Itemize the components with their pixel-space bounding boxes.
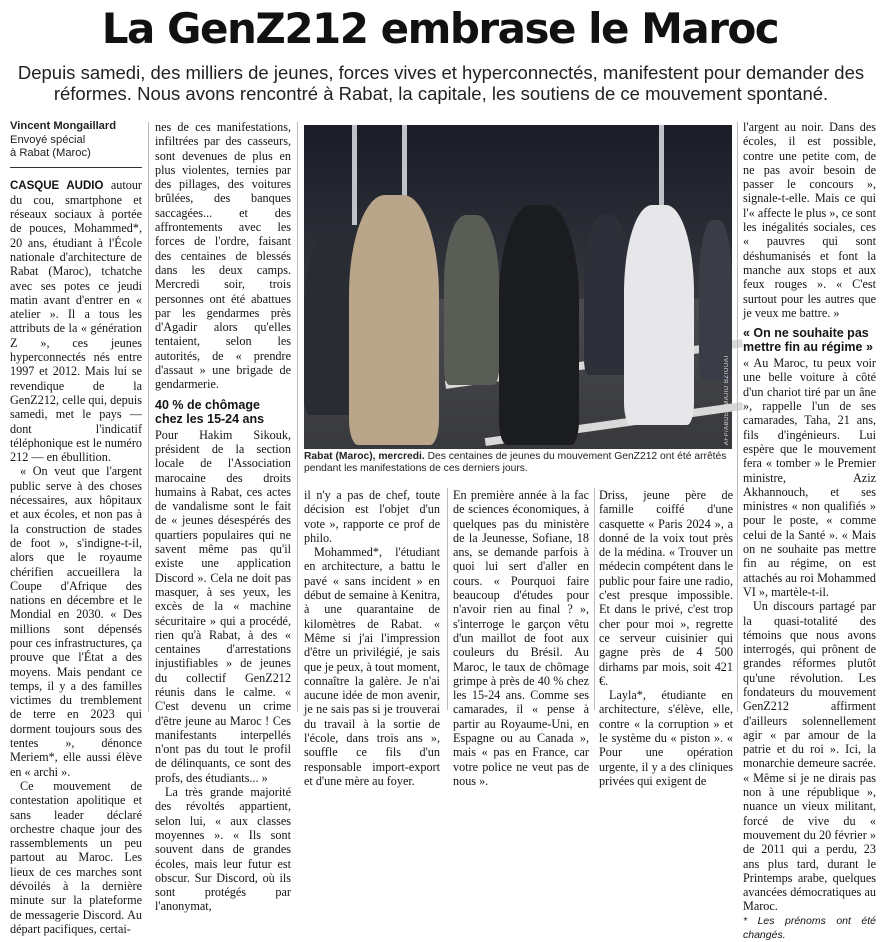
author-location: à Rabat (Maroc)	[10, 147, 91, 159]
photo-pole	[659, 125, 664, 215]
photo-credit: AFP/ABDEL MAJID BZIOUAT	[724, 353, 730, 445]
paragraph: il n'y a pas de chef, toute décision est l'objet d'un vote », rapporte ce prof de philo.	[304, 488, 440, 545]
column-3	[304, 488, 440, 788]
column-6	[743, 120, 876, 942]
column-separator	[148, 122, 149, 712]
photo-person	[499, 205, 579, 445]
paragraph: Ce mouvement de contestation apolitique et sans leader déclaré orchestre chaque jour des rassemblements un peu partout au Maroc. Les lieux de ces marches sont dévoilés à la dernière minute sur la plateforme de messagerie Discord. Au départ pacifiques, certai-	[10, 778, 142, 936]
lead-in: CASQUE AUDIO	[10, 179, 104, 192]
paragraph: nes de ces manifestations, infiltrées par des casseurs, sont devenues de plus en plus violentes, ternies par des pillages, des voitures brûlées, des banques saccagées... et des affrontements avec les forces de l'ordre, faisant des centaines de blessés dans les deux camps. Mercredi soir, trois personnes ont été abattues par les gendarmes près d'Agadir alors qu'elles tentaient, selon les autorités, de « prendre d'assaut » une brigade de gendarmerie.	[155, 120, 291, 392]
author-role: Envoyé spécial	[10, 133, 86, 146]
standfirst: Depuis samedi, des milliers de jeunes, forces vives et hyperconnectés, manifestent pour demander des réformes. Nous avons rencontré à Rabat, la capitale, les soutiens de ce mouvement spontané.	[17, 62, 865, 104]
paragraph: La très grande majorité des révoltés appartient, selon lui, « aux classes moyennes ». « Ils sont souvent dans de grandes écoles, mais leur futur est obscur. Sur Discord, où ils sont protégés par l'anonymat,	[155, 785, 291, 914]
subheading: « On ne souhaite pas mettre fin au régime »	[743, 326, 873, 355]
byline	[10, 120, 142, 168]
paragraph: En première année à la fac de sciences économiques, à quelques pas du ministère de la Jeunesse, Sofiane, 18 ans, se demande parfois à quoi lui sert d'aller en cours. « Pourquoi faire beaucoup d'études pour n'avoir rien au final ? », s'interroge le garçon vêtu d'un maillot de foot aux couleurs du Brésil. Au Maroc, le taux de chômage grimpe à près de 40 % chez les 15-24 ans. Comme ses camarades, il « pense à partir au Royaume-Uni, en Espagne ou au Canada », mais « pas en France, car votre police ne veut pas de nous ».	[453, 488, 589, 788]
photo-person	[444, 215, 499, 385]
paragraph: Mohammed*, l'étudiant en architecture, a battu le pavé « sans incident » en début de semaine à Kenitra, à une quarantaine de kilomètres de Rabat. « Même si j'ai l'impression d'être un privilégié, je sais que je peux, à tout moment, connaître la galère. Je n'ai aucune idée de mon avenir, je ne sais pas si je trouverai du travail à la sortie de l'école, dans trois ans », souffle ce fils d'un responsable import-export et d'une mère au foyer.	[304, 545, 440, 788]
paragraph-text: autour du cou, smartphone et réseaux sociaux à portée de pouces, Mohammed*, 20 ans, étudiant à l'École nationale d'architecture de Rabat (Maroc), tchatche avec ses potes ce jeudi matin avant d'entrer en « atelier ». Il a tous les attributs de la « génération Z », ces jeunes hyperconnectés nés entre 1997 et 2012. Mais lui se revendique de la GenZ212, celle qui, depuis samedi, met le pays — dont l'indicatif téléphonique est le numéro 212 — en ébullition.	[10, 177, 142, 465]
paragraph: « On veut que l'argent public serve à des choses nécessaires, aux hôpitaux et aux écoles, et non pas à la construction de stades de foot », s'indigne-t-il, alors que le royaume chérifien accueillera la Coupe d'Afrique des nations en décembre et le Mondial en 2030. « Des millions sont dépensés pour ces infrastructures, ça prouve que l'État a des moyens. Mais pendant ce temps, il y a des familles victimes du tremblement de terre en 2023 qui dorment toujours sous des tentes », dénonce Meriem*, elle aussi élève en « archi ».	[10, 464, 142, 779]
photo-pole	[352, 125, 357, 225]
column-5	[599, 488, 733, 788]
column-separator	[297, 122, 298, 712]
paragraph: Un discours partagé par la quasi-totalité des témoins que nous avons interrogés, qui prônent de grandes réformes plutôt qu'une révolution. Les fondateurs du mouvement GenZ212 affirment d'ailleurs solennellement agir « par amour de la patrie et du roi ». Ici, la monarchie demeure sacrée. « Même si je ne dirais pas non à une république », nuance un vieux militant, forcé de vive du « mouvement du 20 février » de 2011 qui a perdu, 23 ans plus tard, durant le Printemps arabe, quelques avancées démocratiques au Maroc.	[743, 599, 876, 914]
caption-text: Des centaines de jeunes du mouvement GenZ212 ont été arrêtés pendant les manifestations de ces derniers jours.	[304, 451, 727, 475]
footnote: * Les prénoms ont été changés.	[743, 914, 876, 942]
column-separator	[447, 488, 448, 710]
column-1	[10, 120, 142, 936]
photo-person	[624, 205, 694, 425]
paragraph: Pour Hakim Sikouk, président de la section locale de l'Association marocaine des droits humains à Rabat, ces actes de vandalisme sont le fait de « jeunes désespérés des quartiers populaires qui ne savent même pas qu'il existe une application Discord ». Cela ne doit pas masquer, à ses yeux, les excès de la « machine sécuritaire » qui a procédé, rien qu'à Rabat, à des « centaines d'arrestations injustifiables » de jeunes du collectif GenZ212 réunis dans le calme. « C'est devenu un crime d'être jeune au Maroc ! Ces manifestants interpellés n'ont pas du tout le profil de délinquants, ce sont des profs, des étudiants... »	[155, 427, 291, 785]
author-name: Vincent Mongaillard	[10, 120, 117, 132]
paragraph	[10, 178, 142, 465]
paragraph: « Au Maroc, tu peux voir une belle voiture à côté d'un chariot tiré par un âne », rappelle l'un de ses camarades, Taha, 21 ans, fils d'ingénieurs. Lui espère que le mouvement fera « tomber » le Premier ministre, Aziz Akhannouch, et ses ministres « non qualifiés » pour le poste, « comme celui de la Santé ». « Mais on ne souhaite pas mettre fin au régime, on est attachés au roi Mohammed VI », martèle-t-il.	[743, 356, 876, 599]
paragraph: l'argent au noir. Dans des écoles, il est possible, contre une petite com, de ne pas avoir besoin de passer le concours », signale-t-elle. Mais ce qui l'« affecte le plus », ce sont les inégalités sociales, ces « pauvres qui sont déshumanisés et font la manche aux stops et aux feux rouges ». « C'est surtout pour les autres que je veux me battre. »	[743, 120, 876, 320]
subheading: 40 % de chômage chez les 15-24 ans	[155, 397, 265, 426]
news-photo	[304, 125, 732, 449]
paragraph: Driss, jeune père de famille coiffé d'une casquette « Paris 2024 », a donné de la voix tout près de la médina. « Trouver un médecin compétent dans le public pour faire une radio, c'est presque impossible. Et dans le privé, c'est trop cher pour moi », regrette ce serveur cuisinier qui gagne près de 4 500 dirhams par mois, soit 421 €.	[599, 488, 733, 688]
photo-caption	[304, 451, 732, 475]
photo-person	[349, 195, 439, 445]
photo-person	[584, 215, 629, 375]
column-4	[453, 488, 589, 788]
column-2	[155, 120, 291, 914]
column-separator	[737, 122, 738, 712]
headline: La GenZ212 embrase le Maroc	[101, 4, 779, 53]
column-separator	[594, 488, 595, 710]
caption-lead: Rabat (Maroc), mercredi.	[304, 451, 425, 462]
paragraph: Layla*, étudiante en architecture, s'élève, elle, contre « la corruption » et le système du « piston ». « Pour une opération urgente, il y a des cliniques privées qui exigent de	[599, 688, 733, 788]
